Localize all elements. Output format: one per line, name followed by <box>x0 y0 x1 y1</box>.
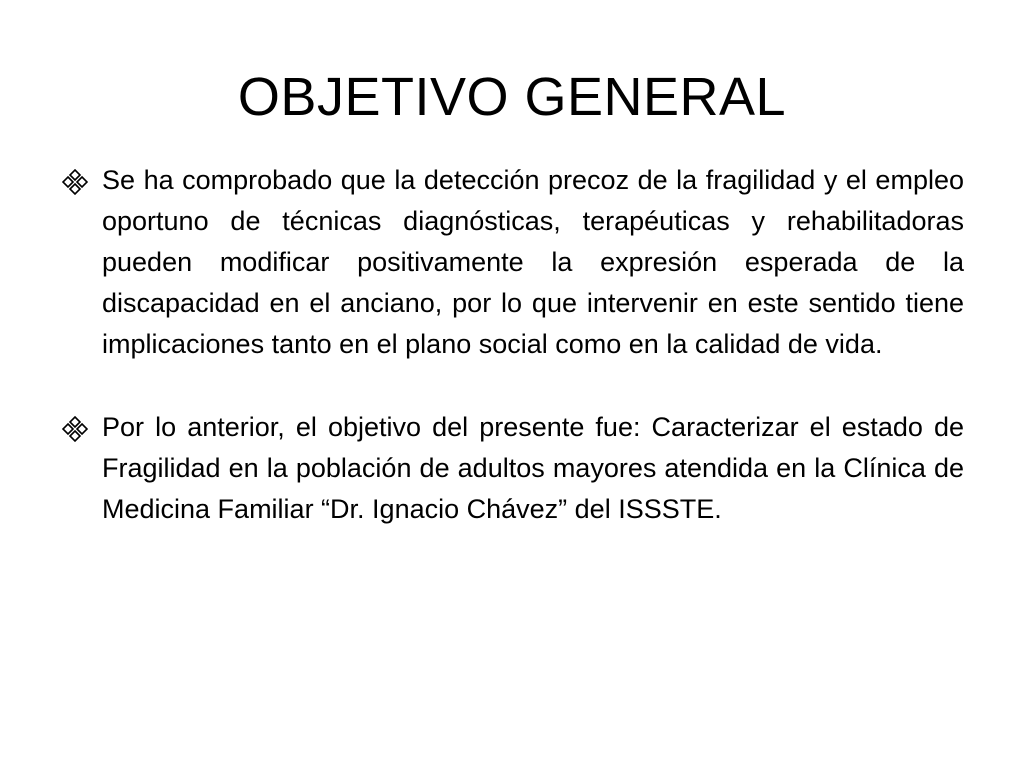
bullet-list <box>62 160 964 572</box>
bullet-text: Se ha comprobado que la detección precoz de la fragilidad y el empleo oportuno de técnicas diagnósticas, terapéuticas y rehabilitadoras pueden modificar positivamente la expresión esperada de la discapacidad en el anciano, por lo que intervenir en este sentido tiene implicaciones tanto en el plano social como en la calidad de vida. <box>102 165 964 359</box>
bullet-item <box>62 160 964 365</box>
bullet-item <box>62 407 964 530</box>
slide-title: OBJETIVO GENERAL <box>237 67 787 127</box>
bullet-text: Por lo anterior, el objetivo del presente fue: Caracterizar el estado de Fragilidad en la población de adultos mayores atendida en la Clínica de Medicina Familiar “Dr. Ignacio Chávez” del ISSSTE. <box>102 412 964 524</box>
four-diamond-icon <box>62 416 88 442</box>
four-diamond-icon <box>62 169 88 195</box>
